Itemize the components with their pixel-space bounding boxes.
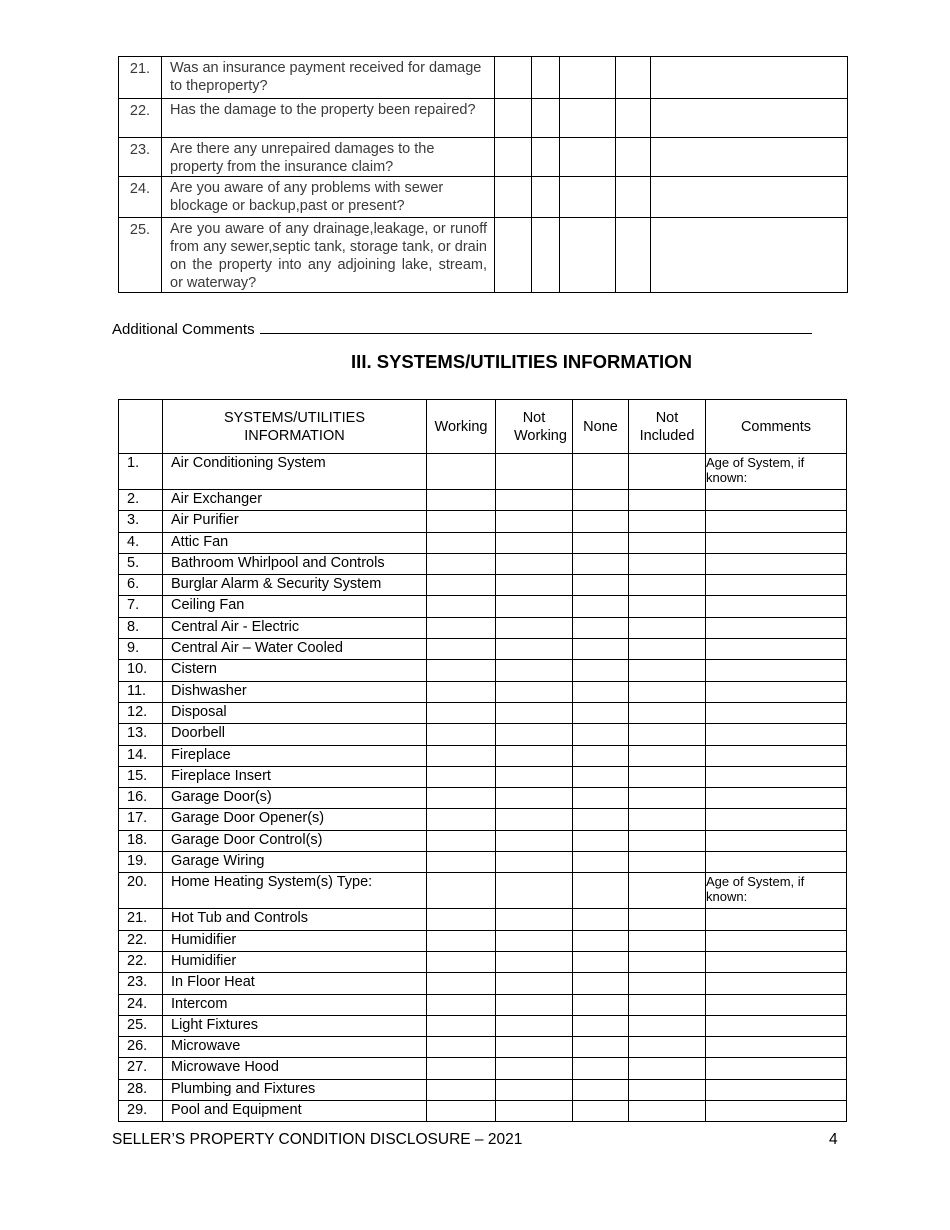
comments-field[interactable] xyxy=(706,745,847,766)
system-name: Air Exchanger xyxy=(163,490,427,511)
working-checkbox[interactable] xyxy=(427,930,496,951)
not-working-checkbox[interactable] xyxy=(496,1079,573,1100)
none-checkbox[interactable] xyxy=(573,873,629,909)
system-name: Microwave xyxy=(163,1037,427,1058)
system-name: Air Conditioning System xyxy=(163,454,427,490)
not-included-checkbox[interactable] xyxy=(629,724,706,745)
none-checkbox[interactable] xyxy=(573,702,629,723)
not-working-checkbox[interactable] xyxy=(496,973,573,994)
system-row xyxy=(119,1015,847,1036)
answer-unknown-box[interactable] xyxy=(616,138,651,177)
not-working-checkbox[interactable] xyxy=(496,681,573,702)
working-checkbox[interactable] xyxy=(427,1015,496,1036)
answer-no-box[interactable] xyxy=(560,177,616,218)
working-checkbox[interactable] xyxy=(427,454,496,490)
system-row xyxy=(119,575,847,596)
answer-yes-box[interactable] xyxy=(495,138,532,177)
none-checkbox[interactable] xyxy=(573,809,629,830)
system-row xyxy=(119,596,847,617)
system-name: Plumbing and Fixtures xyxy=(163,1079,427,1100)
not-working-checkbox[interactable] xyxy=(496,809,573,830)
not-working-checkbox[interactable] xyxy=(496,575,573,596)
not-included-checkbox[interactable] xyxy=(629,1015,706,1036)
system-row xyxy=(119,1058,847,1079)
additional-comments-label: Additional Comments xyxy=(112,321,255,338)
system-name: Attic Fan xyxy=(163,532,427,553)
not-included-checkbox[interactable] xyxy=(629,596,706,617)
system-row xyxy=(119,909,847,930)
answer-no-box[interactable] xyxy=(560,218,616,293)
answer-unknown-box[interactable] xyxy=(616,99,651,138)
system-row xyxy=(119,951,847,972)
comments-field[interactable] xyxy=(706,1101,847,1122)
insurance-questions-table xyxy=(118,56,848,293)
none-checkbox[interactable] xyxy=(573,766,629,787)
answer-yes-box[interactable] xyxy=(495,218,532,293)
system-name: Garage Door Opener(s) xyxy=(163,809,427,830)
question-row xyxy=(119,57,848,99)
working-checkbox[interactable] xyxy=(427,994,496,1015)
working-checkbox[interactable] xyxy=(427,873,496,909)
answer-explanation-box[interactable] xyxy=(651,99,848,138)
answer-spacer[interactable] xyxy=(532,218,560,293)
working-checkbox[interactable] xyxy=(427,660,496,681)
none-checkbox[interactable] xyxy=(573,994,629,1015)
not-working-checkbox[interactable] xyxy=(496,660,573,681)
answer-explanation-box[interactable] xyxy=(651,57,848,99)
system-row xyxy=(119,745,847,766)
system-number: 16. xyxy=(119,788,163,809)
comments-field[interactable] xyxy=(706,994,847,1015)
working-checkbox[interactable] xyxy=(427,575,496,596)
not-included-checkbox[interactable] xyxy=(629,660,706,681)
not-working-checkbox[interactable] xyxy=(496,788,573,809)
answer-unknown-box[interactable] xyxy=(616,177,651,218)
none-checkbox[interactable] xyxy=(573,454,629,490)
system-row xyxy=(119,532,847,553)
header-comments: Comments xyxy=(706,400,847,454)
system-name: In Floor Heat xyxy=(163,973,427,994)
systems-utilities-table xyxy=(118,399,847,1122)
system-name: Pool and Equipment xyxy=(163,1101,427,1122)
answer-yes-box[interactable] xyxy=(495,177,532,218)
none-checkbox[interactable] xyxy=(573,1015,629,1036)
header-none: None xyxy=(573,400,629,454)
system-number: 21. xyxy=(119,909,163,930)
question-row xyxy=(119,99,848,138)
system-name: Dishwasher xyxy=(163,681,427,702)
system-number: 25. xyxy=(119,1015,163,1036)
system-number: 13. xyxy=(119,724,163,745)
working-checkbox[interactable] xyxy=(427,788,496,809)
system-number: 19. xyxy=(119,852,163,873)
working-checkbox[interactable] xyxy=(427,951,496,972)
system-name: Garage Wiring xyxy=(163,852,427,873)
question-row xyxy=(119,177,848,218)
question-text: Was an insurance payment received for damage to theproperty? xyxy=(162,57,495,99)
system-number: 10. xyxy=(119,660,163,681)
comments-field[interactable] xyxy=(706,511,847,532)
working-checkbox[interactable] xyxy=(427,681,496,702)
working-checkbox[interactable] xyxy=(427,1079,496,1100)
not-working-checkbox[interactable] xyxy=(496,490,573,511)
system-row xyxy=(119,830,847,851)
none-checkbox[interactable] xyxy=(573,1058,629,1079)
comments-field[interactable] xyxy=(706,973,847,994)
system-number: 29. xyxy=(119,1101,163,1122)
question-text: Are there any unrepaired damages to the property from the insurance claim? xyxy=(162,138,495,177)
none-checkbox[interactable] xyxy=(573,909,629,930)
system-row xyxy=(119,1037,847,1058)
none-checkbox[interactable] xyxy=(573,973,629,994)
not-working-checkbox[interactable] xyxy=(496,1101,573,1122)
not-included-checkbox[interactable] xyxy=(629,873,706,909)
system-number: 24. xyxy=(119,994,163,1015)
system-row xyxy=(119,660,847,681)
comments-field[interactable] xyxy=(706,1037,847,1058)
none-checkbox[interactable] xyxy=(573,852,629,873)
working-checkbox[interactable] xyxy=(427,745,496,766)
question-number: 25. xyxy=(119,218,162,293)
not-included-checkbox[interactable] xyxy=(629,1101,706,1122)
question-number: 23. xyxy=(119,138,162,177)
system-number: 17. xyxy=(119,809,163,830)
not-working-checkbox[interactable] xyxy=(496,702,573,723)
working-checkbox[interactable] xyxy=(427,809,496,830)
not-included-checkbox[interactable] xyxy=(629,532,706,553)
working-checkbox[interactable] xyxy=(427,617,496,638)
not-working-checkbox[interactable] xyxy=(496,994,573,1015)
not-working-checkbox[interactable] xyxy=(496,1058,573,1079)
not-included-checkbox[interactable] xyxy=(629,930,706,951)
answer-explanation-box[interactable] xyxy=(651,138,848,177)
not-working-checkbox[interactable] xyxy=(496,766,573,787)
answer-spacer[interactable] xyxy=(532,57,560,99)
comments-field[interactable] xyxy=(706,788,847,809)
comments-field[interactable] xyxy=(706,553,847,574)
system-name: Hot Tub and Controls xyxy=(163,909,427,930)
system-name: Central Air – Water Cooled xyxy=(163,639,427,660)
system-row xyxy=(119,681,847,702)
system-number: 12. xyxy=(119,702,163,723)
system-number: 22. xyxy=(119,951,163,972)
not-included-checkbox[interactable] xyxy=(629,830,706,851)
system-number: 15. xyxy=(119,766,163,787)
comments-field[interactable] xyxy=(706,660,847,681)
system-name: Cistern xyxy=(163,660,427,681)
question-row xyxy=(119,218,848,293)
footer-title: SELLER’S PROPERTY CONDITION DISCLOSURE – 2021 xyxy=(112,1131,523,1148)
additional-comments-line[interactable] xyxy=(260,319,812,334)
working-checkbox[interactable] xyxy=(427,724,496,745)
not-included-checkbox[interactable] xyxy=(629,994,706,1015)
not-included-checkbox[interactable] xyxy=(629,511,706,532)
comments-field[interactable] xyxy=(706,930,847,951)
none-checkbox[interactable] xyxy=(573,490,629,511)
system-name: Humidifier xyxy=(163,930,427,951)
none-checkbox[interactable] xyxy=(573,681,629,702)
system-row xyxy=(119,994,847,1015)
not-working-checkbox[interactable] xyxy=(496,830,573,851)
system-name: Fireplace xyxy=(163,745,427,766)
system-row xyxy=(119,724,847,745)
page-number: 4 xyxy=(829,1131,838,1148)
none-checkbox[interactable] xyxy=(573,1101,629,1122)
not-included-checkbox[interactable] xyxy=(629,617,706,638)
answer-explanation-box[interactable] xyxy=(651,218,848,293)
system-number: 8. xyxy=(119,617,163,638)
working-checkbox[interactable] xyxy=(427,511,496,532)
working-checkbox[interactable] xyxy=(427,852,496,873)
comments-field[interactable] xyxy=(706,830,847,851)
answer-unknown-box[interactable] xyxy=(616,218,651,293)
answer-yes-box[interactable] xyxy=(495,57,532,99)
system-number: 28. xyxy=(119,1079,163,1100)
question-number: 22. xyxy=(119,99,162,138)
comments-field[interactable] xyxy=(706,681,847,702)
comments-field[interactable] xyxy=(706,575,847,596)
system-name: Disposal xyxy=(163,702,427,723)
not-included-checkbox[interactable] xyxy=(629,1079,706,1100)
none-checkbox[interactable] xyxy=(573,596,629,617)
system-row xyxy=(119,766,847,787)
answer-no-box[interactable] xyxy=(560,57,616,99)
working-checkbox[interactable] xyxy=(427,702,496,723)
not-included-checkbox[interactable] xyxy=(629,951,706,972)
header-working: Working xyxy=(427,400,496,454)
not-working-checkbox[interactable] xyxy=(496,596,573,617)
not-working-checkbox[interactable] xyxy=(496,724,573,745)
not-working-checkbox[interactable] xyxy=(496,930,573,951)
comments-field[interactable] xyxy=(706,1015,847,1036)
none-checkbox[interactable] xyxy=(573,788,629,809)
not-working-checkbox[interactable] xyxy=(496,951,573,972)
system-number: 9. xyxy=(119,639,163,660)
system-name: Central Air - Electric xyxy=(163,617,427,638)
comments-field[interactable] xyxy=(706,1058,847,1079)
question-text: Are you aware of any problems with sewer blockage or backup,past or present? xyxy=(162,177,495,218)
system-row xyxy=(119,930,847,951)
working-checkbox[interactable] xyxy=(427,973,496,994)
not-included-checkbox[interactable] xyxy=(629,490,706,511)
comments-field[interactable] xyxy=(706,909,847,930)
header-not-working: Not Working xyxy=(496,400,573,454)
systems-header-row xyxy=(119,400,847,454)
system-row xyxy=(119,454,847,490)
working-checkbox[interactable] xyxy=(427,639,496,660)
not-working-checkbox[interactable] xyxy=(496,852,573,873)
header-number xyxy=(119,400,163,454)
working-checkbox[interactable] xyxy=(427,596,496,617)
header-item: SYSTEMS/UTILITIES INFORMATION xyxy=(163,400,427,454)
comments-field[interactable] xyxy=(706,596,847,617)
answer-spacer[interactable] xyxy=(532,99,560,138)
not-included-checkbox[interactable] xyxy=(629,575,706,596)
system-number: 5. xyxy=(119,553,163,574)
system-number: 14. xyxy=(119,745,163,766)
system-name: Air Purifier xyxy=(163,511,427,532)
comments-field[interactable] xyxy=(706,809,847,830)
not-included-checkbox[interactable] xyxy=(629,745,706,766)
not-working-checkbox[interactable] xyxy=(496,745,573,766)
additional-comments xyxy=(112,319,812,338)
comments-field[interactable] xyxy=(706,532,847,553)
not-included-checkbox[interactable] xyxy=(629,1058,706,1079)
system-number: 1. xyxy=(119,454,163,490)
comments-field[interactable] xyxy=(706,617,847,638)
working-checkbox[interactable] xyxy=(427,1037,496,1058)
comments-field[interactable] xyxy=(706,766,847,787)
working-checkbox[interactable] xyxy=(427,1101,496,1122)
comments-field[interactable]: Age of System, if known: xyxy=(706,454,847,490)
system-name: Doorbell xyxy=(163,724,427,745)
question-text: Are you aware of any drainage,leakage, or runoff from any sewer,septic tank, storage tank, or drain on the property into any adjoining lake, stream, or waterway? xyxy=(162,218,495,293)
system-row xyxy=(119,639,847,660)
not-included-checkbox[interactable] xyxy=(629,454,706,490)
not-working-checkbox[interactable] xyxy=(496,1037,573,1058)
none-checkbox[interactable] xyxy=(573,724,629,745)
none-checkbox[interactable] xyxy=(573,511,629,532)
system-name: Ceiling Fan xyxy=(163,596,427,617)
none-checkbox[interactable] xyxy=(573,745,629,766)
system-name: Light Fixtures xyxy=(163,1015,427,1036)
not-included-checkbox[interactable] xyxy=(629,702,706,723)
system-name: Humidifier xyxy=(163,951,427,972)
header-not-included: Not Included xyxy=(629,400,706,454)
system-number: 7. xyxy=(119,596,163,617)
not-working-checkbox[interactable] xyxy=(496,1015,573,1036)
system-row xyxy=(119,511,847,532)
system-number: 3. xyxy=(119,511,163,532)
system-row xyxy=(119,1101,847,1122)
not-included-checkbox[interactable] xyxy=(629,788,706,809)
not-included-checkbox[interactable] xyxy=(629,973,706,994)
system-name: Intercom xyxy=(163,994,427,1015)
system-name: Burglar Alarm & Security System xyxy=(163,575,427,596)
question-number: 24. xyxy=(119,177,162,218)
not-included-checkbox[interactable] xyxy=(629,809,706,830)
not-working-checkbox[interactable] xyxy=(496,909,573,930)
system-number: 18. xyxy=(119,830,163,851)
section-title: III. SYSTEMS/UTILITIES INFORMATION xyxy=(351,351,692,372)
system-row xyxy=(119,490,847,511)
not-included-checkbox[interactable] xyxy=(629,1037,706,1058)
system-number: 2. xyxy=(119,490,163,511)
working-checkbox[interactable] xyxy=(427,553,496,574)
system-name: Fireplace Insert xyxy=(163,766,427,787)
none-checkbox[interactable] xyxy=(573,930,629,951)
not-working-checkbox[interactable] xyxy=(496,532,573,553)
answer-unknown-box[interactable] xyxy=(616,57,651,99)
none-checkbox[interactable] xyxy=(573,553,629,574)
question-row xyxy=(119,138,848,177)
none-checkbox[interactable] xyxy=(573,951,629,972)
comments-field[interactable]: Age of System, if known: xyxy=(706,873,847,909)
system-number: 26. xyxy=(119,1037,163,1058)
working-checkbox[interactable] xyxy=(427,766,496,787)
system-row xyxy=(119,788,847,809)
none-checkbox[interactable] xyxy=(573,660,629,681)
not-working-checkbox[interactable] xyxy=(496,873,573,909)
answer-no-box[interactable] xyxy=(560,138,616,177)
not-included-checkbox[interactable] xyxy=(629,553,706,574)
answer-spacer[interactable] xyxy=(532,177,560,218)
system-name: Bathroom Whirlpool and Controls xyxy=(163,553,427,574)
system-row xyxy=(119,617,847,638)
system-name: Garage Door(s) xyxy=(163,788,427,809)
none-checkbox[interactable] xyxy=(573,1037,629,1058)
none-checkbox[interactable] xyxy=(573,639,629,660)
system-number: 4. xyxy=(119,532,163,553)
question-number: 21. xyxy=(119,57,162,99)
comments-field[interactable] xyxy=(706,852,847,873)
system-row xyxy=(119,553,847,574)
working-checkbox[interactable] xyxy=(427,490,496,511)
answer-spacer[interactable] xyxy=(532,138,560,177)
system-number: 11. xyxy=(119,681,163,702)
not-working-checkbox[interactable] xyxy=(496,454,573,490)
comments-field[interactable] xyxy=(706,1079,847,1100)
none-checkbox[interactable] xyxy=(573,575,629,596)
system-row xyxy=(119,873,847,909)
working-checkbox[interactable] xyxy=(427,909,496,930)
not-included-checkbox[interactable] xyxy=(629,852,706,873)
not-included-checkbox[interactable] xyxy=(629,766,706,787)
none-checkbox[interactable] xyxy=(573,532,629,553)
not-included-checkbox[interactable] xyxy=(629,639,706,660)
comments-field[interactable] xyxy=(706,724,847,745)
answer-no-box[interactable] xyxy=(560,99,616,138)
system-row xyxy=(119,973,847,994)
none-checkbox[interactable] xyxy=(573,617,629,638)
not-working-checkbox[interactable] xyxy=(496,511,573,532)
system-name: Garage Door Control(s) xyxy=(163,830,427,851)
not-working-checkbox[interactable] xyxy=(496,617,573,638)
comments-field[interactable] xyxy=(706,951,847,972)
comments-field[interactable] xyxy=(706,639,847,660)
question-text: Has the damage to the property been repaired? xyxy=(162,99,495,138)
system-number: 27. xyxy=(119,1058,163,1079)
system-row xyxy=(119,1079,847,1100)
system-name: Home Heating System(s) Type: xyxy=(163,873,427,909)
not-working-checkbox[interactable] xyxy=(496,553,573,574)
not-working-checkbox[interactable] xyxy=(496,639,573,660)
answer-explanation-box[interactable] xyxy=(651,177,848,218)
system-number: 23. xyxy=(119,973,163,994)
none-checkbox[interactable] xyxy=(573,830,629,851)
comments-field[interactable] xyxy=(706,702,847,723)
working-checkbox[interactable] xyxy=(427,532,496,553)
system-row xyxy=(119,852,847,873)
system-row xyxy=(119,702,847,723)
answer-yes-box[interactable] xyxy=(495,99,532,138)
system-name: Microwave Hood xyxy=(163,1058,427,1079)
system-number: 6. xyxy=(119,575,163,596)
not-included-checkbox[interactable] xyxy=(629,681,706,702)
none-checkbox[interactable] xyxy=(573,1079,629,1100)
not-included-checkbox[interactable] xyxy=(629,909,706,930)
system-row xyxy=(119,809,847,830)
system-number: 20. xyxy=(119,873,163,909)
working-checkbox[interactable] xyxy=(427,1058,496,1079)
system-number: 22. xyxy=(119,930,163,951)
comments-field[interactable] xyxy=(706,490,847,511)
working-checkbox[interactable] xyxy=(427,830,496,851)
